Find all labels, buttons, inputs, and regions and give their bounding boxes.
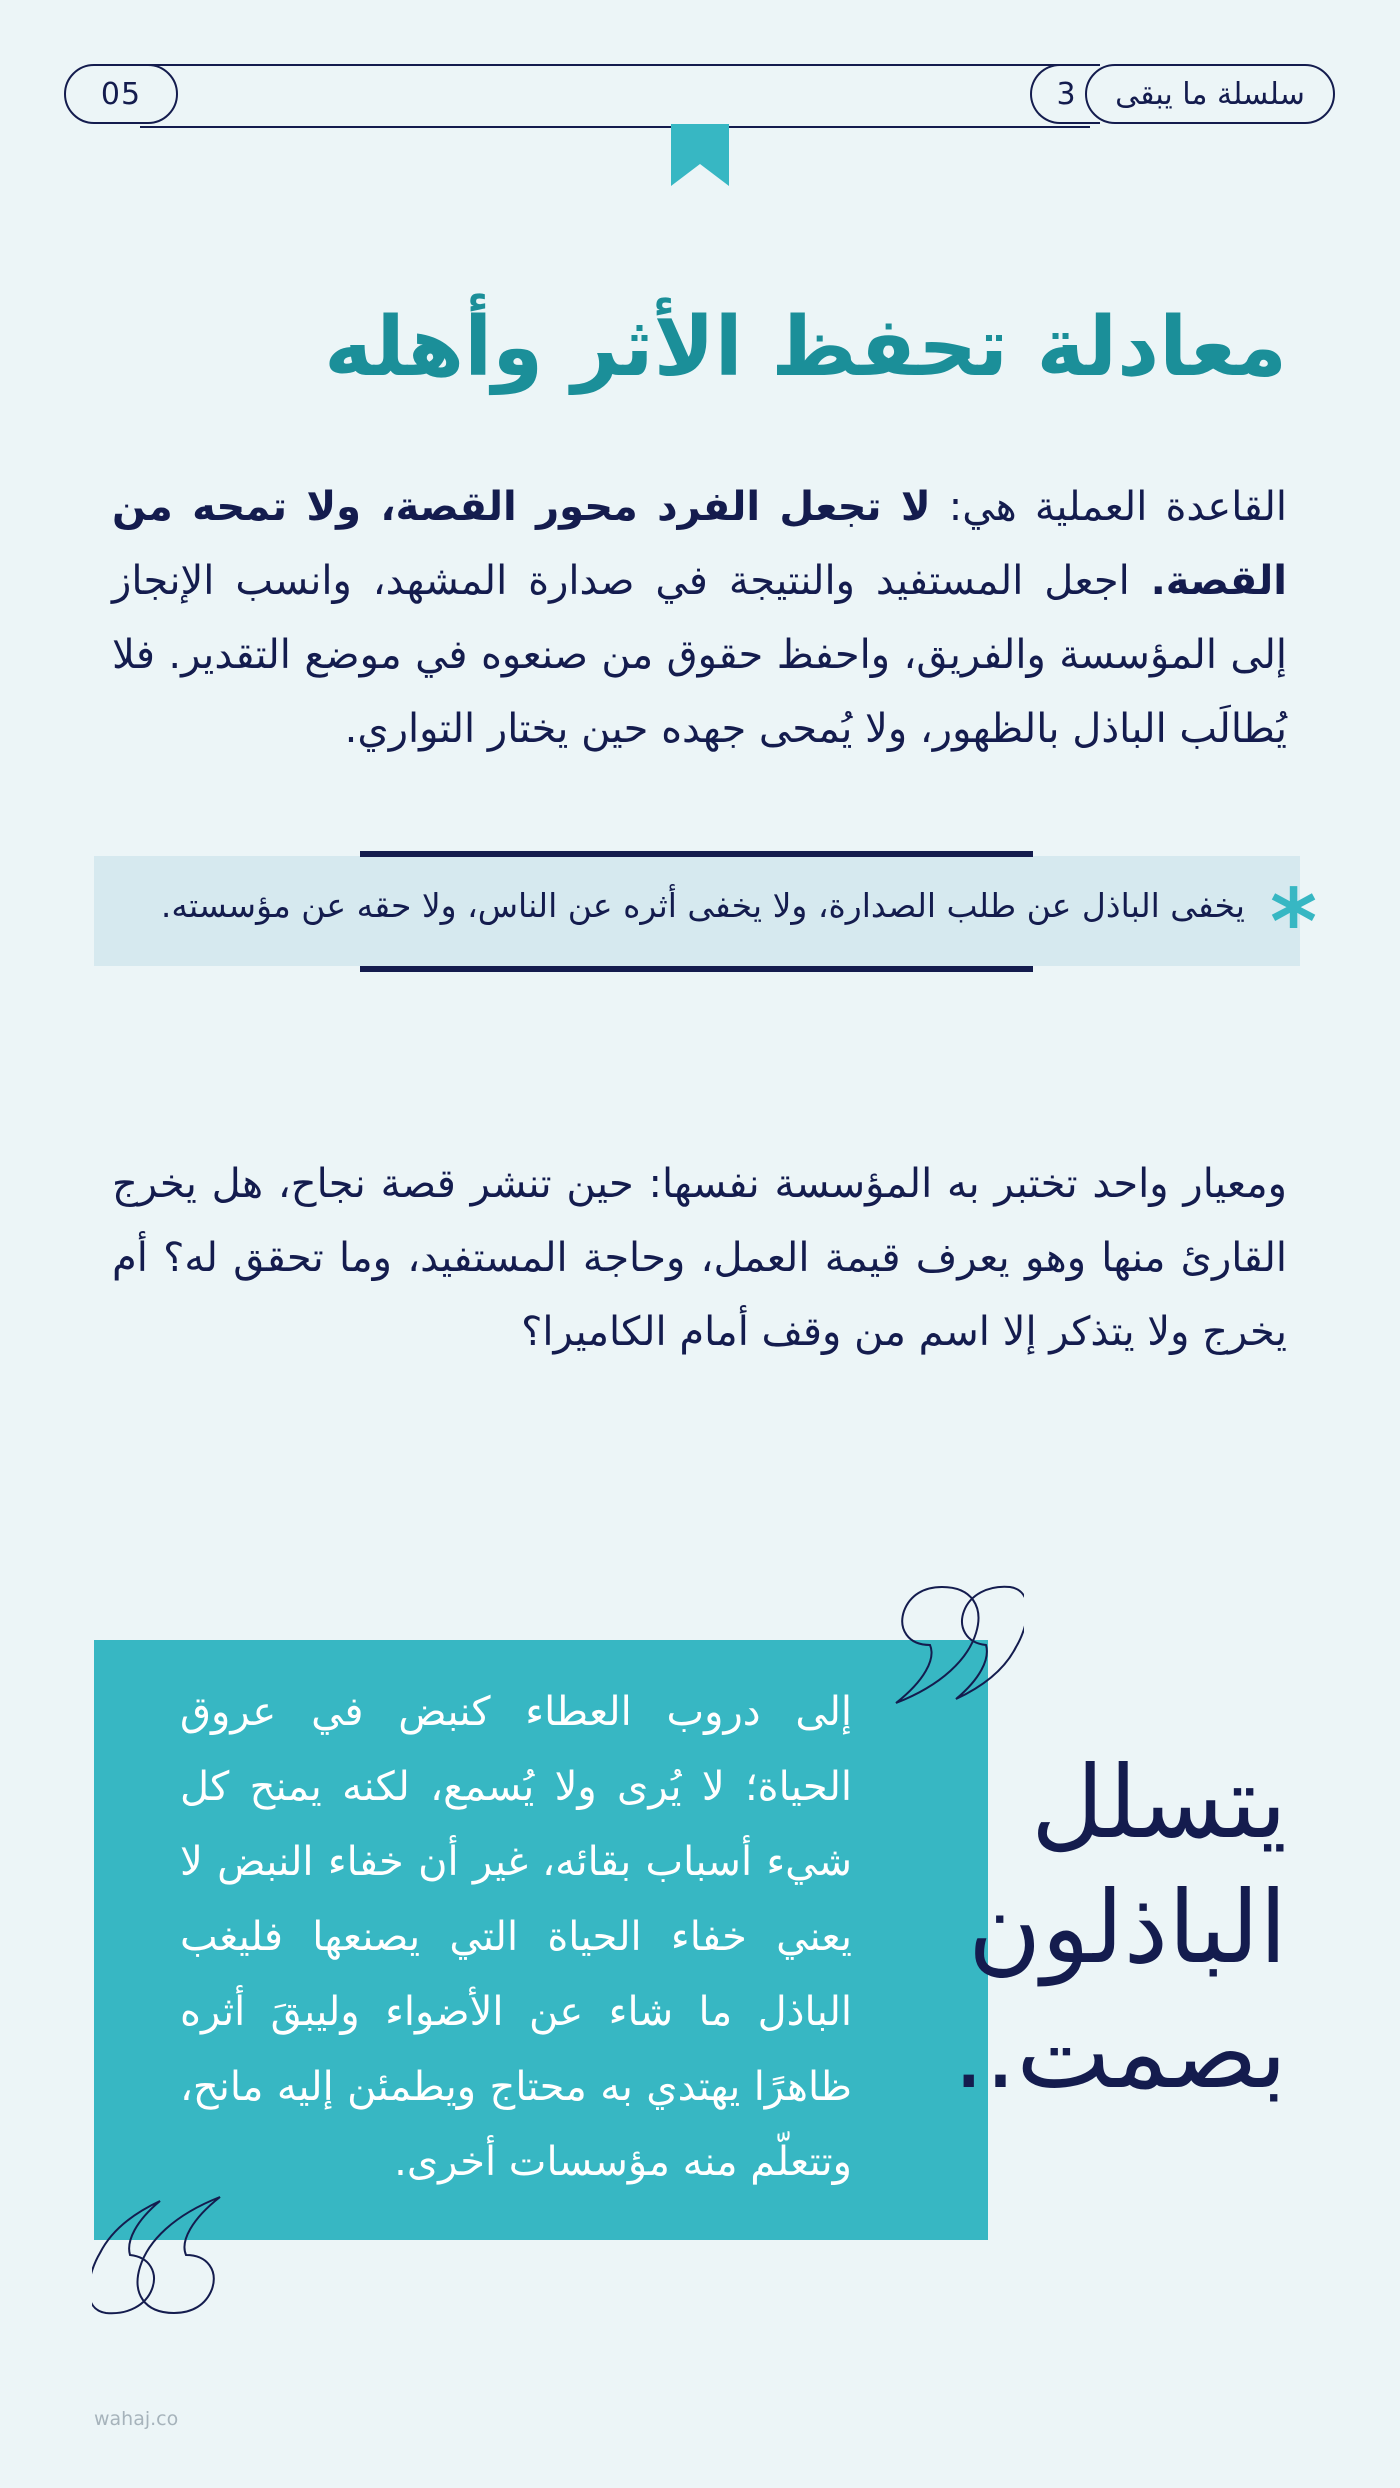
- paragraph-rest: اجعل المستفيد والنتيجة في صدارة المشهد، وانسب الإنجاز إلى المؤسسة والفريق، واحفظ حقوق من صنعوه في موضع التقدير. فلا يُطالَب الباذل بالظهور، ولا يُمحى جهده حين يختار التواري.: [112, 558, 1287, 752]
- asterisk-icon: *: [1270, 870, 1318, 975]
- body-paragraph-1: [112, 470, 1287, 766]
- callout-text: يخفى الباذل عن طلب الصدارة، ولا يخفى أثره عن الناس، ولا حقه عن مؤسسته.: [160, 886, 1245, 925]
- paragraph-rule: لا تجعل الفرد محور القصة، ولا تمحه من القصة.: [112, 484, 1287, 604]
- callout-rule-top: [360, 851, 1033, 857]
- quote-text: إلى دروب العطاء كنبض في عروق الحياة؛ لا يُرى ولا يُسمع، لكنه يمنح كل شيء أسباب بقائه، غير أن خفاء النبض لا يعني خفاء الحياة التي يصنعها فليغب الباذل ما شاء عن الأضواء وليبقَ أثره ظاهرًا يهتدي به محتاج ويطمئن إليه مانح، وتتعلّم منه مؤسسات أخرى.: [180, 1689, 852, 2185]
- footer-website: wahaj.co: [94, 2408, 179, 2430]
- quote-close-icon: [92, 2190, 232, 2315]
- page-number: 05: [64, 64, 178, 124]
- bookmark-icon: [671, 124, 729, 186]
- paragraph-lead: القاعدة العملية هي:: [930, 484, 1288, 530]
- body-paragraph-2: ومعيار واحد تختبر به المؤسسة نفسها: حين تنشر قصة نجاح، هل يخرج القارئ منها وهو يعرف قيمة العمل، وحاجة المستفيد، وما تحقق له؟ أم يخرج ولا يتذكر إلا اسم من وقف أمام الكاميرا؟: [112, 1161, 1287, 1355]
- quote-open-icon: [884, 1585, 1024, 1710]
- callout-rule-bottom: [360, 966, 1033, 972]
- series-title: سلسلة ما يبقى: [1085, 64, 1335, 124]
- page-title: معادلة تحفظ الأثر وأهله: [324, 300, 1287, 395]
- part-number: 3: [1030, 64, 1100, 124]
- pull-quote-headline: يتسلل الباذلون بصمت..: [952, 1744, 1287, 2111]
- header-rule: [140, 64, 1090, 128]
